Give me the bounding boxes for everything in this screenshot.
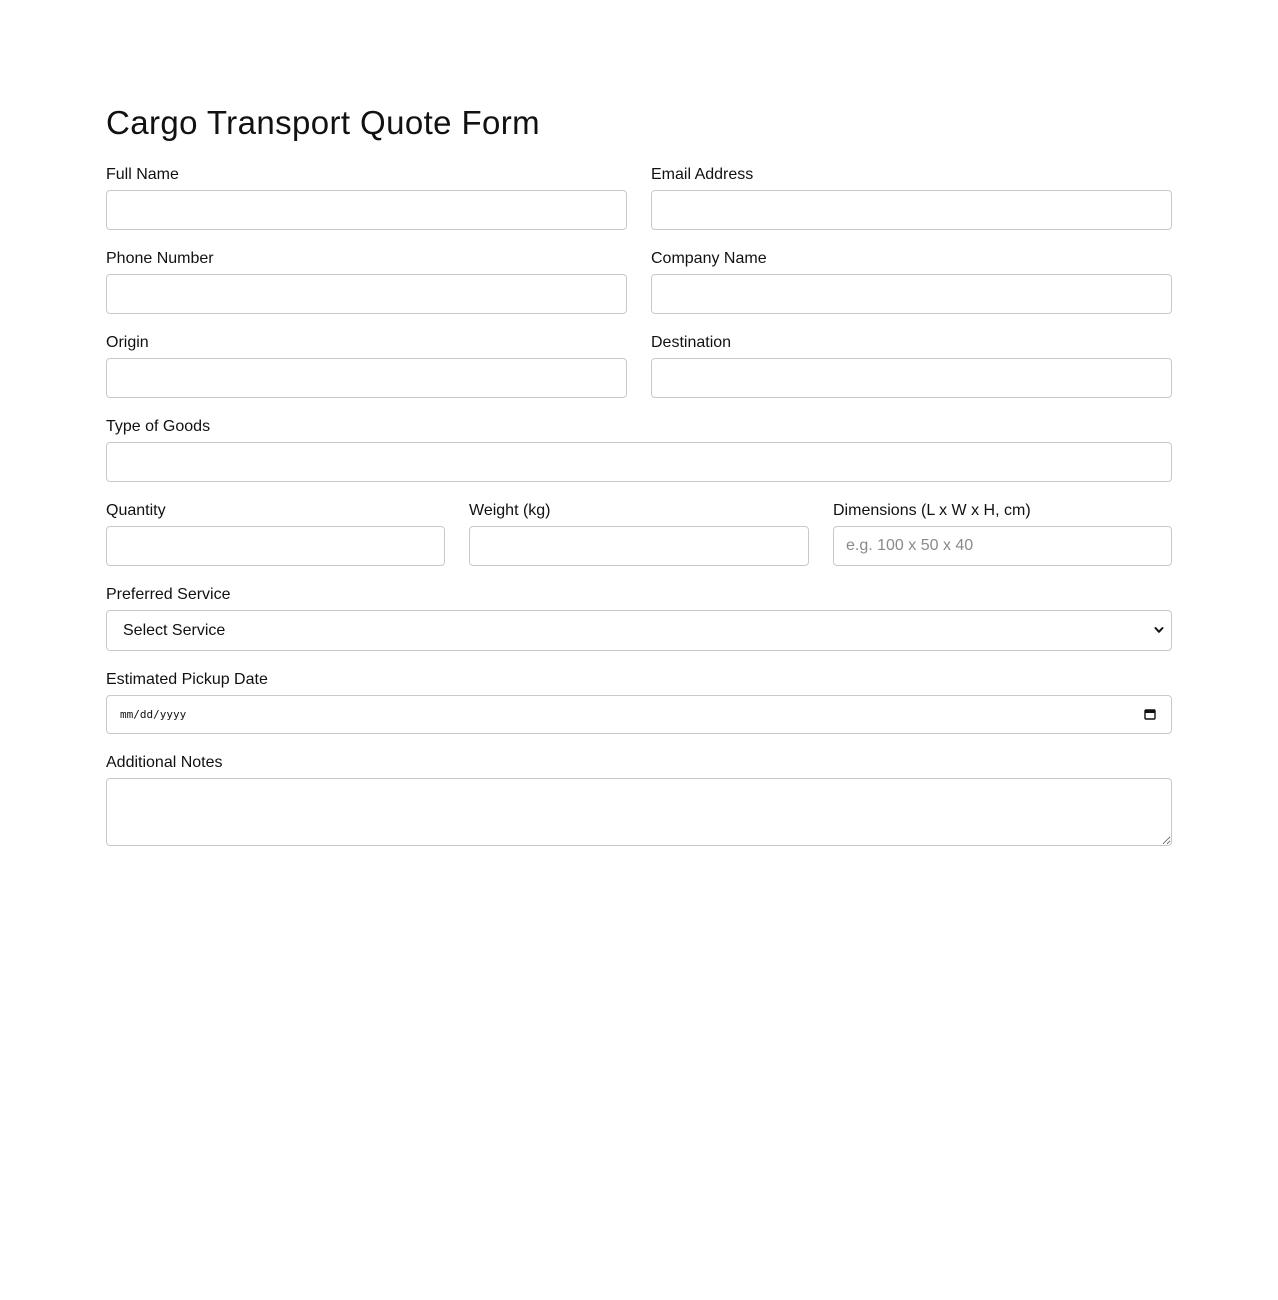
pickup-date-label: Estimated Pickup Date <box>106 671 268 688</box>
destination-label: Destination <box>651 334 732 351</box>
company-input[interactable] <box>651 274 1172 314</box>
phone-field <box>106 250 627 268</box>
dimensions-label: Dimensions (L x W x H, cm) <box>833 502 1031 519</box>
destination-field <box>651 334 1172 352</box>
company-field <box>651 250 1172 268</box>
weight-field <box>469 502 809 520</box>
notes-label: Additional Notes <box>106 754 223 771</box>
dimensions-field <box>833 502 1172 520</box>
goods-type-field <box>106 418 1172 436</box>
dimensions-input[interactable] <box>833 526 1172 566</box>
pickup-date-placeholder: mm/dd/yyyy <box>120 708 187 721</box>
service-label: Preferred Service <box>106 586 231 603</box>
notes-textarea[interactable] <box>106 778 1172 846</box>
email-label: Email Address <box>651 166 754 183</box>
origin-label: Origin <box>106 334 149 351</box>
goods-type-label: Type of Goods <box>106 418 211 435</box>
quantity-input[interactable] <box>106 526 445 566</box>
service-selected-value: Select Service <box>123 621 226 639</box>
phone-label: Phone Number <box>106 250 214 267</box>
full-name-label: Full Name <box>106 166 179 183</box>
pickup-date-field <box>106 671 1172 721</box>
calendar-icon[interactable] <box>1144 708 1156 720</box>
service-field <box>106 586 1172 639</box>
page-title: Cargo Transport Quote Form <box>106 104 541 141</box>
quantity-field <box>106 502 445 520</box>
email-field <box>651 166 1172 184</box>
service-select[interactable] <box>106 610 1172 651</box>
destination-input[interactable] <box>651 358 1172 398</box>
notes-field <box>106 754 1172 772</box>
weight-label: Weight (kg) <box>469 502 551 519</box>
email-input[interactable] <box>651 190 1172 230</box>
origin-field <box>106 334 627 352</box>
origin-input[interactable] <box>106 358 627 398</box>
goods-type-input[interactable] <box>106 442 1172 482</box>
phone-input[interactable] <box>106 274 627 314</box>
chevron-down-icon <box>1153 624 1165 636</box>
pickup-date-input[interactable] <box>106 695 1172 734</box>
full-name-field <box>106 166 627 184</box>
full-name-input[interactable] <box>106 190 627 230</box>
quantity-label: Quantity <box>106 502 166 519</box>
company-label: Company Name <box>651 250 767 267</box>
weight-input[interactable] <box>469 526 809 566</box>
